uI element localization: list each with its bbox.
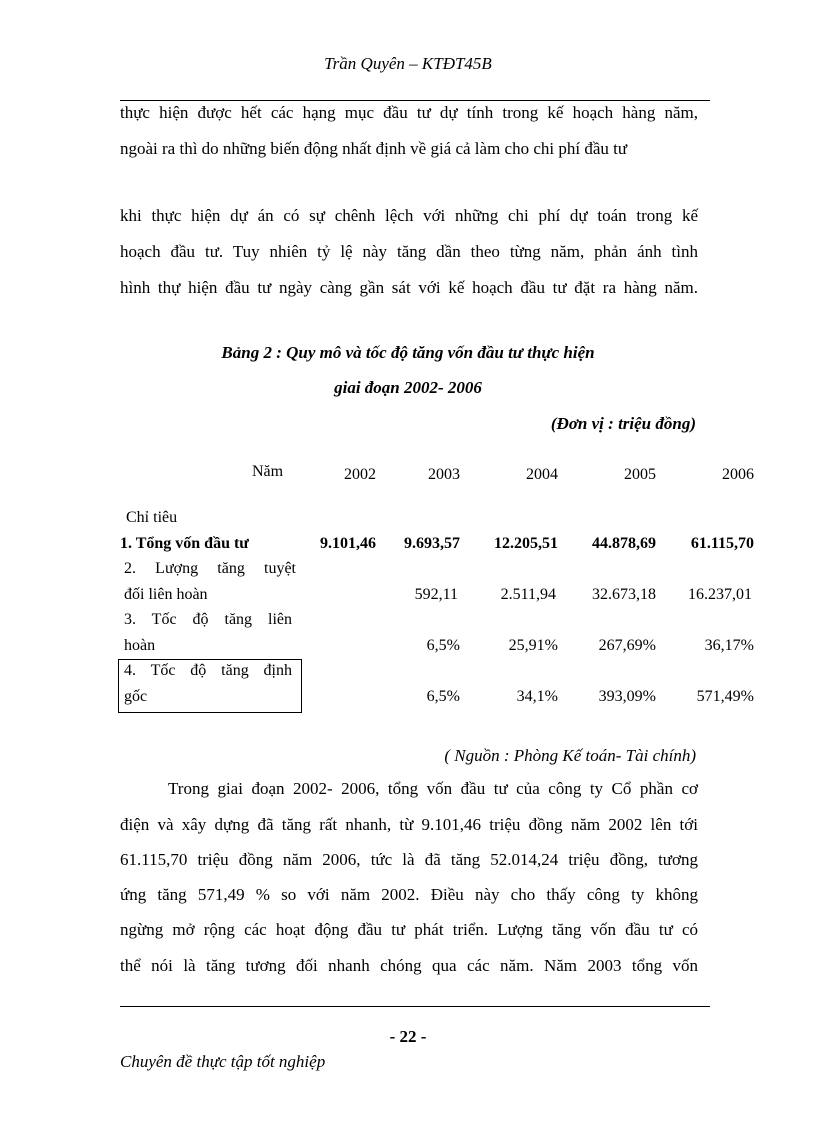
table-row-3-2005: 267,69% [598,637,656,654]
table-year-2003: 2003 [428,466,460,483]
table-row-4-2004: 34,1% [516,688,558,705]
table-unit: (Đơn vị : triệu đồng) [550,414,696,433]
table-row-1-2004: 12.205,51 [494,535,558,552]
body-line-3: 61.115,70 triệu đồng năm 2006, tức là đã tăng 52.014,24 triệu đồng, tương [120,850,698,869]
table-row-1-2002: 9.101,46 [320,535,376,552]
table-year-2002: 2002 [344,466,376,483]
table-row-1-2003: 9.693,57 [404,535,460,552]
table-row-4-label-b: gốc [124,688,148,705]
table-row-3-2003: 6,5% [426,637,460,654]
table-row-3-2006: 36,17% [704,637,754,654]
table-row-2-label-b: đối liên hoàn [124,586,208,603]
page-number: - 22 - [389,1027,427,1046]
footer-title: Chuyên đề thực tập tốt nghiệp [120,1052,326,1071]
table-row-4-2005: 393,09% [598,688,656,705]
table-row-3-label-a: 3. Tốc độ tăng liên [124,611,292,628]
table-year-2005: 2005 [624,466,656,483]
body-line-1: Trong giai đoạn 2002- 2006, tổng vốn đầu tư của công ty Cổ phần cơ [168,779,698,798]
table-caption-line-2: giai đoạn 2002- 2006 [334,378,482,397]
body-line-6: thể nói là tăng tương đối nhanh chóng qua các năm. Năm 2003 tổng vốn [120,956,698,975]
table-row-3-2004: 25,91% [508,637,558,654]
table-row-3-label-b: hoàn [124,637,156,654]
table-row-4-2006: 571,49% [696,688,754,705]
table-indicator-label: Chỉ tiêu [126,509,178,526]
table-row-1-label: 1. Tổng vốn đầu tư [120,535,249,552]
footer-rule [120,1006,710,1007]
table-caption-line-1: Bảng 2 : Quy mô và tốc độ tăng vốn đầu tư thực hiện [221,343,595,362]
table-year-label: Năm [252,463,284,480]
intro-line-4: hoạch đầu tư. Tuy nhiên tỷ lệ này tăng dần theo từng năm, phản ánh tình [120,242,698,261]
header-rule [120,100,710,101]
intro-line-5: hình thự hiện đầu tư ngày càng gần sát với kế hoạch đầu tư đặt ra hàng năm. [120,278,698,297]
table-row-1-2006: 61.115,70 [690,535,754,552]
table-row-1-2005: 44.878,69 [592,535,656,552]
table-year-2006: 2006 [722,466,754,483]
body-line-5: ngừng mở rộng các hoạt động đầu tư phát triển. Lượng tăng vốn đầu tư có [120,920,698,939]
table-year-2004: 2004 [526,466,558,483]
table-row-2-2006: 16.237,01 [688,586,752,603]
table-row-4-2003: 6,5% [426,688,460,705]
body-line-4: ứng tăng 571,49 % so với năm 2002. Điều này cho thấy công ty không [120,885,698,904]
page-header-title: Trần Quyên – KTĐT45B [324,54,492,73]
intro-line-1: thực hiện được hết các hạng mục đầu tư dự tính trong kế hoạch hàng năm, [120,103,698,122]
table-source: ( Nguồn : Phòng Kế toán- Tài chính) [444,746,696,765]
table-row-2-2004: 2.511,94 [500,586,556,603]
body-line-2: điện và xây dựng đã tăng rất nhanh, từ 9.101,46 triệu đồng năm 2002 lên tới [120,815,698,834]
table-row-2-label-a: 2. Lượng tăng tuyệt [124,560,296,577]
table-row-4-label-a: 4. Tốc độ tăng định [124,662,292,679]
table-row-2-2005: 32.673,18 [592,586,656,603]
intro-line-3: khi thực hiện dự án có sự chênh lệch với những chi phí dự toán trong kế [120,206,698,225]
intro-line-2: ngoài ra thì do những biến động nhất định về giá cả làm cho chi phí đầu tư [120,139,628,158]
table-row-2-2003: 592,11 [414,586,458,603]
